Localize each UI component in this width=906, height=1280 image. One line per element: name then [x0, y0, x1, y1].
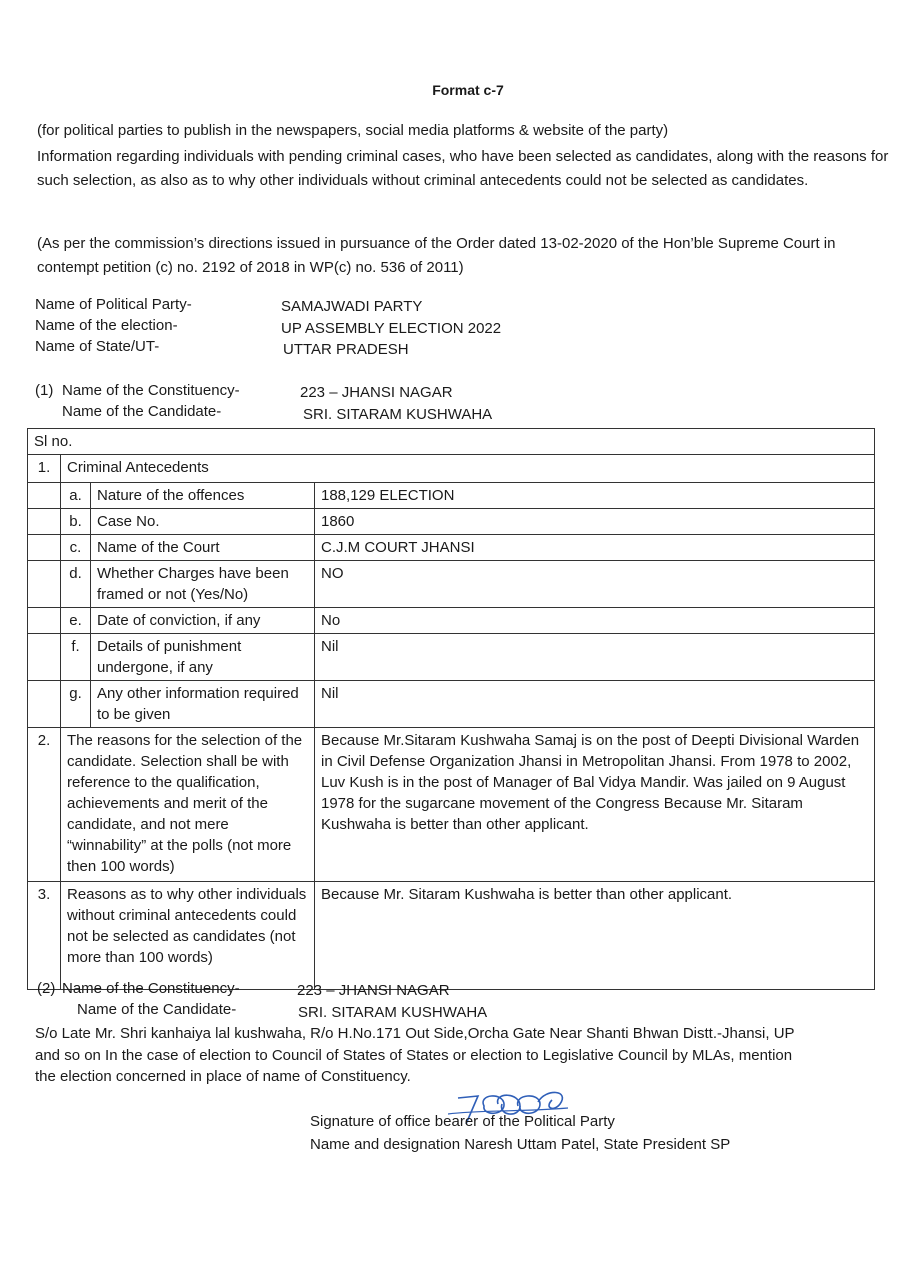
sub-value: 188,129 ELECTION — [315, 483, 875, 509]
sub-letter: g. — [61, 681, 91, 728]
table-row — [28, 634, 875, 681]
note-line-1: and so on In the case of election to Council of States of States or election to Legislative Council by MLAs, mention — [35, 1047, 793, 1064]
row3-value: Because Mr. Sitaram Kushwaha is better than other applicant. — [315, 882, 875, 990]
intro-purpose: (for political parties to publish in the newspapers, social media platforms & website of the party) — [37, 122, 669, 139]
section1-number: (1) — [35, 382, 54, 399]
table-row — [28, 483, 875, 509]
sub-label: Nature of the offences — [91, 483, 315, 509]
sub-letter: d. — [61, 561, 91, 608]
intro-directions: (As per the commission’s directions issued in pursuance of the Order dated 13-02-2020 of the Hon’ble Supreme Court in contempt petition (c) no. 2192 of 2018 in WP(c) no. 536 of 2011) — [37, 235, 836, 276]
sub-value: NO — [315, 561, 875, 608]
sub-letter: e. — [61, 608, 91, 634]
sub-label: Any other information required to be given — [91, 681, 315, 728]
sub-letter: a. — [61, 483, 91, 509]
table-row — [28, 509, 875, 535]
section1-constituency-label: Name of the Constituency- — [62, 382, 240, 399]
row3-label: Reasons as to why other individuals without criminal antecedents could not be selected as candidates (not more than 100 words) — [61, 882, 315, 990]
table-row — [28, 608, 875, 634]
table-row — [28, 882, 875, 990]
state-value: UTTAR PRADESH — [283, 341, 409, 358]
table-row — [28, 728, 875, 882]
sub-value: Nil — [315, 634, 875, 681]
section2-candidate-label: Name of the Candidate- — [77, 1001, 237, 1018]
sub-letter: b. — [61, 509, 91, 535]
sub-letter: c. — [61, 535, 91, 561]
section2-constituency-value: 223 – JHANSI NAGAR — [297, 982, 450, 999]
row2-label: The reasons for the selection of the candidate. Selection shall be with reference to the qualification, achievements and merit of the candidate, and not mere “winnability” at the polls (not more then 100 words) — [61, 728, 315, 882]
criminal-antecedents-table — [27, 428, 875, 990]
row1-number: 1. — [28, 455, 61, 483]
sub-value: C.J.M COURT JHANSI — [315, 535, 875, 561]
sub-letter: f. — [61, 634, 91, 681]
sub-label: Date of conviction, if any — [91, 608, 315, 634]
section2-number: (2) — [37, 980, 56, 997]
section1-constituency-value: 223 – JHANSI NAGAR — [300, 384, 453, 401]
row3-number: 3. — [28, 882, 61, 990]
sub-label: Name of the Court — [91, 535, 315, 561]
sub-label: Case No. — [91, 509, 315, 535]
sub-value: No — [315, 608, 875, 634]
document-title: Format c-7 — [432, 82, 504, 98]
section2-constituency-label: Name of the Constituency- — [62, 980, 240, 997]
table-row — [28, 535, 875, 561]
row2-value: Because Mr.Sitaram Kushwaha Samaj is on the post of Deepti Divisional Warden in Civil Defense Organization Jhansi in Metropolitan Jhansi. From 1978 to 2002, Luv Kush is in the post of Manager of Bal Vidya Mandir. Was jailed on 9 August 1978 for the sugarcane movement of the Congress Because Mr. Sitaram Kushwaha is better than other applicant. — [315, 728, 875, 882]
note-line-2: the election concerned in place of name of Constituency. — [35, 1068, 411, 1085]
designation-line: Name and designation Naresh Uttam Patel, State President SP — [310, 1136, 731, 1153]
sub-value: 1860 — [315, 509, 875, 535]
section2-candidate-value: SRI. SITARAM KUSHWAHA — [298, 1004, 488, 1021]
party-value: SAMAJWADI PARTY — [281, 298, 423, 315]
table-row — [28, 681, 875, 728]
sub-label: Whether Charges have been framed or not (Yes/No) — [91, 561, 315, 608]
election-value: UP ASSEMBLY ELECTION 2022 — [281, 320, 502, 337]
party-label: Name of Political Party- — [35, 296, 192, 313]
sub-value: Nil — [315, 681, 875, 728]
signature-line: Signature of office bearer of the Political Party — [310, 1113, 615, 1130]
row2-number: 2. — [28, 728, 61, 882]
table-row — [28, 561, 875, 608]
state-label: Name of State/UT- — [35, 338, 160, 355]
candidate-address: S/o Late Mr. Shri kanhaiya lal kushwaha, R/o H.No.171 Out Side,Orcha Gate Near Shanti Bhwan Distt.-Jhansi, UP — [35, 1025, 795, 1042]
intro-information: Information regarding individuals with pending criminal cases, who have been selected as candidates, along with the reasons for such selection, as also as to why other individuals without criminal antecedents could not be selected as candidates. — [37, 148, 889, 189]
sub-label: Details of punishment undergone, if any — [91, 634, 315, 681]
sl-no-header: Sl no. — [28, 429, 875, 455]
election-label: Name of the election- — [35, 317, 178, 334]
section1-candidate-label: Name of the Candidate- — [62, 403, 222, 420]
row1-title: Criminal Antecedents — [61, 455, 875, 483]
section1-candidate-value: SRI. SITARAM KUSHWAHA — [303, 406, 493, 423]
